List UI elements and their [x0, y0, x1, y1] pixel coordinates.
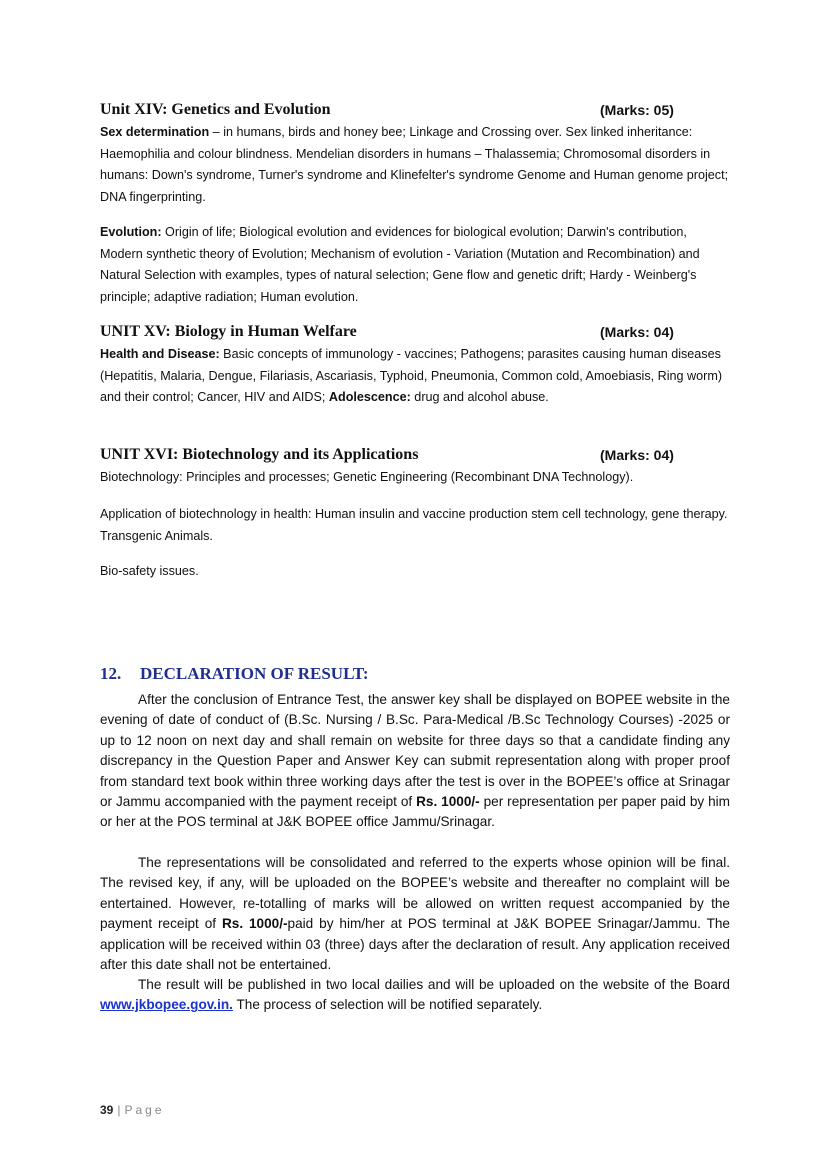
evolution-text: Origin of life; Biological evolution and evidences for biological evolution; Darwin's contribution, Modern synthetic theory of Evolution; Mechanism of evolution - Variation (Mutation and Recombination) and Natural Selection with examples, types of natural selection; Gene flow and genetic drift; Hardy - Weinberg's principle; adaptive radiation; Human evolution.	[100, 225, 700, 304]
fee-amount: Rs. 1000/-	[416, 794, 480, 810]
unit-16-biotech-paragraph: Biotechnology: Principles and processes; Genetic Engineering (Recombinant DNA Technology).	[100, 470, 634, 484]
adolescence-text: drug and alcohol abuse.	[410, 390, 549, 405]
page-footer	[100, 1103, 165, 1117]
unit-16-heading	[100, 446, 730, 464]
declaration-p3-text-end: The process of selection will be notified separately.	[232, 997, 543, 1013]
unit-16-biosafety-paragraph: Bio-safety issues.	[100, 564, 199, 578]
unit-14-sex-determination-paragraph	[100, 122, 730, 208]
unit-15-health-paragraph	[100, 344, 730, 409]
declaration-p2-text: The representations will be consolidated and referred to the experts whose opinion will be final. The revised key, if any, will be uploaded on the BOPEE’s website and thereafter no complaint will be entertained. However, re-totalling of marks will be allowed on written request accompanied by the payment receipt of	[100, 855, 730, 932]
page-number: 39	[100, 1103, 114, 1117]
bopee-website-link[interactable]: www.jkbopee.gov.in.	[100, 997, 233, 1013]
health-disease-label: Health and Disease:	[100, 347, 220, 361]
page-label: Page	[124, 1103, 165, 1117]
declaration-p2-text-end: paid by him/her at POS terminal at J&K BOPEE Srinagar/Jammu. The application will be received within 03 (three) days after the declaration of result. Any application received after this date shall not be entertained.	[100, 916, 730, 973]
unit-14-evolution-paragraph	[100, 222, 730, 308]
unit-15-marks: (Marks: 04)	[600, 324, 674, 340]
declaration-heading	[100, 664, 369, 684]
declaration-title: DECLARATION OF RESULT:	[140, 664, 369, 683]
unit-14-marks: (Marks: 05)	[600, 102, 674, 118]
sex-determination-text: – in humans, birds and honey bee; Linkage and Crossing over. Sex linked inheritance: Haemophilia and colour blindness. Mendelian disorders in humans – Thalassemia; Chromosomal disorders in humans: Down's syndrome, Turner's syndrome and Klinefelter's syndrome Genome and Human genome project; DNA fingerprinting.	[100, 125, 729, 204]
declaration-p3-text: The result will be published in two local dailies and will be uploaded on the website of the Board	[138, 977, 730, 992]
declaration-paragraph-1	[100, 690, 730, 833]
declaration-paragraph-2	[100, 853, 730, 975]
sex-determination-label: Sex determination	[100, 125, 210, 139]
footer-separator: |	[117, 1103, 121, 1117]
unit-16-marks: (Marks: 04)	[600, 447, 674, 463]
section-number: 12.	[100, 664, 122, 683]
unit-14-heading	[100, 101, 730, 119]
unit-14-title: Unit XIV: Genetics and Evolution	[100, 101, 331, 118]
declaration-paragraph-3	[100, 975, 730, 1016]
declaration-p1-text: After the conclusion of Entrance Test, the answer key shall be displayed on BOPEE website in the evening of date of conduct of (B.Sc. Nursing / B.Sc. Para-Medical /B.Sc Technology Courses) -2025 or up to 12 noon on next day and shall remain on website for three days so that a candidate finding any discrepancy in the Question Paper and Answer Key can submit representation along with proper proof from standard text book within three working days after the test is over in the BOPEE’s office at Srinagar or Jammu accompanied with the payment receipt of	[100, 692, 730, 810]
evolution-label: Evolution:	[100, 225, 162, 239]
adolescence-label: Adolescence:	[328, 390, 411, 405]
declaration-p1-text-end: per representation per paper paid by him or her at the POS terminal at J&K BOPEE office Jammu/Srinagar.	[100, 794, 730, 830]
unit-16-application-paragraph: Application of biotechnology in health: Human insulin and vaccine production stem cell technology, gene therapy. Transgenic Animals.	[100, 507, 728, 543]
health-disease-text: Basic concepts of immunology - vaccines; Pathogens; parasites causing human diseases (Hepatitis, Malaria, Dengue, Filariasis, Ascariasis, Typhoid, Pneumonia, Common cold, Amoebiasis, Ring worm) and their control; Cancer, HIV and AIDS;	[100, 347, 723, 405]
unit-15-title: UNIT XV: Biology in Human Welfare	[100, 323, 357, 340]
unit-16-title: UNIT XVI: Biotechnology and its Applications	[100, 446, 419, 463]
retotal-fee-amount: Rs. 1000/-	[221, 916, 288, 932]
unit-15-heading	[100, 323, 730, 341]
